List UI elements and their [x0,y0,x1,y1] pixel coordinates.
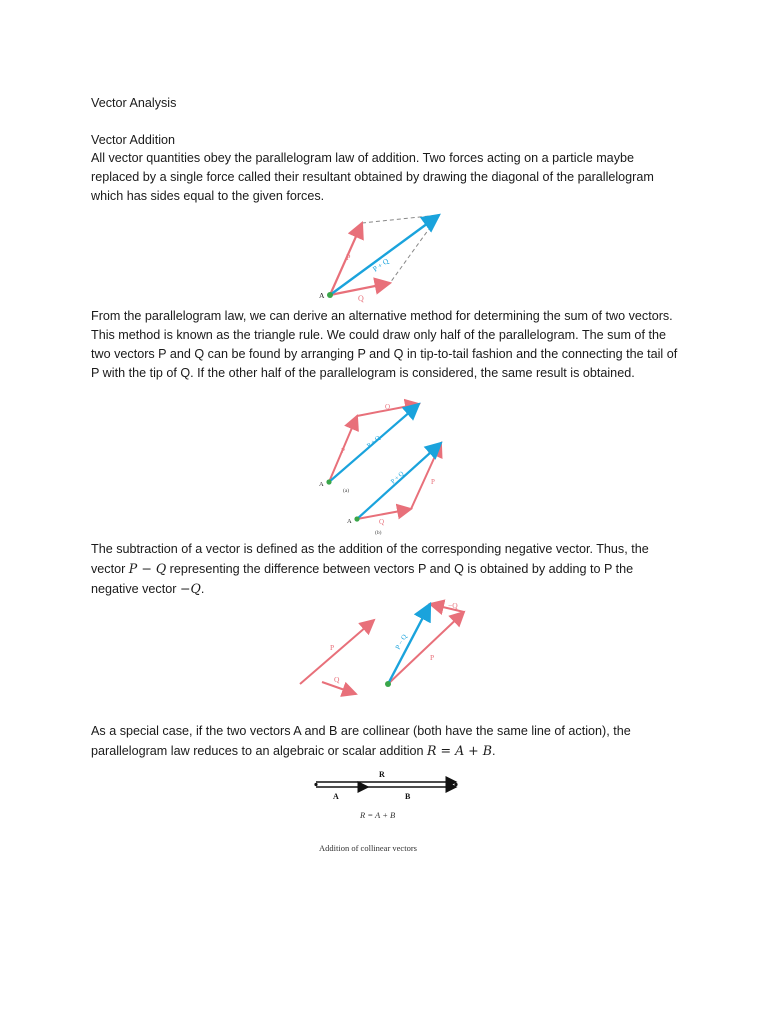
figure-triangle-rule [313,398,453,538]
para3-text-2: representing the difference between vectors P and Q is obtained by adding to P the negative vector [91,562,634,596]
label-resultant: P + Q [370,256,391,274]
document-title: Vector Analysis [91,96,177,110]
label-neg-q: −Q [448,601,458,610]
figure-caption: Addition of collinear vectors [319,843,417,853]
figure-subtraction [296,598,476,698]
label-r: R [379,770,385,779]
label-b: B [405,792,411,801]
label-q-b: Q [379,518,385,526]
label-origin-b: A [347,518,352,525]
label-p: P [346,253,351,262]
math-r-equals: R = A + B [427,743,492,758]
caption-a: (a) [343,488,350,494]
vector-neg-q [430,604,464,612]
label-p-left: P [330,643,335,652]
para3-text-3: . [200,582,205,596]
label-resultant-b: P + Q [389,470,406,486]
figure-collinear [306,766,466,862]
label-a: A [333,792,339,801]
label-q: Q [358,294,364,303]
label-resultant-a: P + Q [365,434,382,450]
para3-text-1: The subtraction of a vector is defined as the addition of the corresponding negative vector. Thus, the vector [91,542,649,576]
paragraph-collinear [91,722,681,761]
label-p-minus-q: P − Q [393,633,409,651]
label-p-a: P [341,447,345,455]
label-origin-a: A [319,481,324,488]
figure-parallelogram [300,205,460,305]
start-dot [314,783,317,786]
math-neg-q: −Q [179,581,201,596]
origin-point-sub [385,681,391,687]
paragraph-parallelogram-law: All vector quantities obey the parallelogram law of addition. Two forces acting on a particle maybe replaced by a single force called their resultant obtained by drawing the diagonal of the parallelogram which has sides equal to the given forces. [91,151,654,203]
paragraph-subtraction [91,540,681,599]
end-dot [454,783,457,786]
math-p-minus-q: P − Q [128,561,167,576]
label-q-a: Q [385,403,391,411]
label-q-left: Q [334,675,340,684]
label-p-right: P [430,653,435,662]
para4-text-1: As a special case, if the two vectors A and B are collinear (both have the same line of action), the parallelogram law reduces to an algebraic or scalar addition [91,724,631,758]
vector-p-b [411,443,441,509]
origin-point-b [354,516,359,521]
caption-b: (b) [375,530,382,536]
origin-point-a [326,479,331,484]
paragraph-triangle-rule: From the parallelogram law, we can derive an alternative method for determining the sum of two vectors. This method is known as the triangle rule. We could draw only half of the parallelogram. The sum of the two vectors P and Q can be found by arranging P and Q in tip-to-tail fashion and the connecting the tail of P with the tip of Q. If the other half of the parallelogram is considered, the same result is obtained. [91,309,678,380]
label-p-b: P [431,478,435,486]
para4-text-2: . [491,744,496,758]
vector-p-minus-q [388,604,430,684]
collinear-equation: R = A + B [360,810,396,820]
section-heading: Vector Addition [91,133,176,147]
origin-point [327,292,333,298]
label-origin: A [319,291,325,300]
